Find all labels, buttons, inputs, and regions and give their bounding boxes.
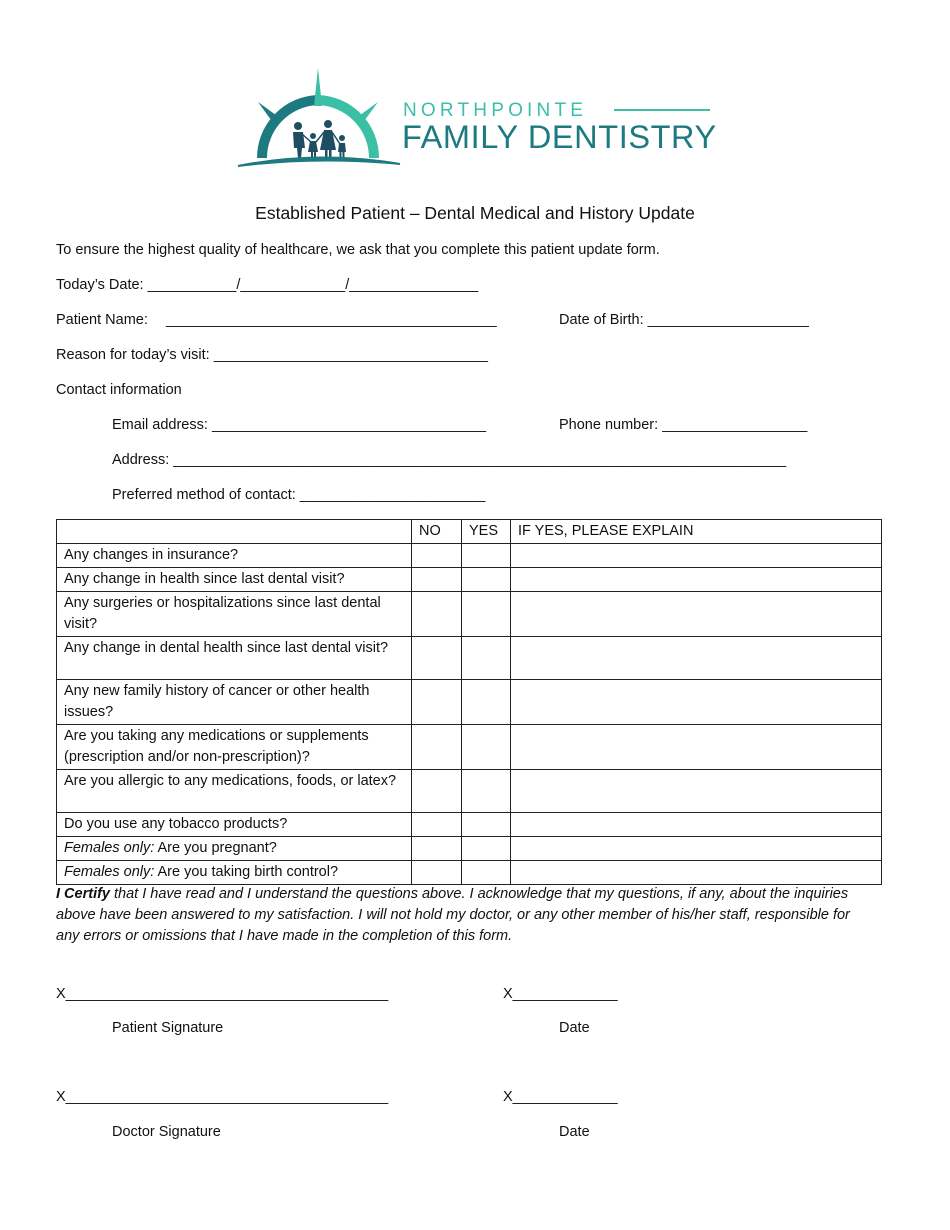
yes-cell[interactable] [462, 592, 511, 637]
phone-label: Phone number: [559, 417, 663, 433]
patient-name-label: Patient Name: [56, 312, 148, 328]
preferred-contact-label: Preferred method of contact: [112, 487, 300, 503]
question-cell [57, 637, 412, 680]
todays-date-blank[interactable]: ___________/_____________/________________ [147, 277, 479, 293]
explain-cell[interactable] [511, 637, 882, 680]
reason-blank[interactable]: __________________________________ [213, 347, 488, 363]
preferred-contact-blank[interactable]: _______________________ [299, 487, 486, 503]
header-explain: IF YES, PLEASE EXPLAIN [511, 520, 882, 544]
question-text: Any new family history of cancer or other health issues? [64, 683, 370, 720]
doctor-signature-label: Doctor Signature [112, 1124, 221, 1140]
certify-lead: I Certify [56, 886, 110, 902]
no-cell[interactable] [412, 568, 462, 592]
yes-cell[interactable] [462, 770, 511, 813]
table-row [57, 837, 882, 861]
date-of-birth-label: Date of Birth: [559, 312, 648, 328]
question-cell [57, 592, 412, 637]
reason-field[interactable] [56, 346, 488, 364]
intro-text: To ensure the highest quality of healthcare, we ask that you complete this patient update form. [56, 242, 660, 258]
no-cell[interactable] [412, 592, 462, 637]
question-cell [57, 725, 412, 770]
yes-cell[interactable] [462, 813, 511, 837]
yes-cell[interactable] [462, 837, 511, 861]
table-row [57, 592, 882, 637]
yes-cell[interactable] [462, 680, 511, 725]
explain-cell[interactable] [511, 837, 882, 861]
yes-cell[interactable] [462, 544, 511, 568]
address-blank[interactable]: ____________________________________________________________________________ [173, 452, 787, 468]
table-row [57, 637, 882, 680]
no-cell[interactable] [412, 725, 462, 770]
table-row [57, 861, 882, 885]
certification-statement [56, 884, 856, 947]
question-cell [57, 837, 412, 861]
question-text: Are you taking birth control? [154, 864, 339, 880]
form-title: Established Patient – Dental Medical and History Update [255, 203, 695, 223]
explain-cell[interactable] [511, 544, 882, 568]
question-text: Do you use any tobacco products? [64, 816, 288, 832]
no-cell[interactable] [412, 813, 462, 837]
patient-signature-line[interactable]: X________________________________________ [56, 986, 389, 1002]
address-label: Address: [112, 452, 174, 468]
date-of-birth-field[interactable] [559, 311, 809, 329]
email-label: Email address: [112, 417, 212, 433]
header-no: NO [412, 520, 462, 544]
table-row [57, 680, 882, 725]
question-text: Any change in health since last dental visit? [64, 571, 345, 587]
patient-signature-label: Patient Signature [112, 1020, 224, 1036]
certify-body: that I have read and I understand the questions above. I acknowledge that my questions, if any, about the inquiries above have been answered to my satisfaction. I will not hold my doctor, or any other member of his/her staff, responsible for any errors or omissions that I have made in the completion of this form. [56, 886, 850, 944]
no-cell[interactable] [412, 837, 462, 861]
no-cell[interactable] [412, 544, 462, 568]
explain-cell[interactable] [511, 813, 882, 837]
yes-cell[interactable] [462, 725, 511, 770]
question-qualifier: Females only: [64, 840, 155, 856]
yes-cell[interactable] [462, 861, 511, 885]
preferred-contact-field[interactable] [112, 486, 485, 504]
brand-name-top: NORTHPOINTE [403, 100, 588, 121]
date-of-birth-blank[interactable]: ____________________ [647, 312, 809, 328]
logo-mark-icon [236, 66, 402, 170]
email-field[interactable] [112, 416, 486, 434]
question-text: Are you taking any medications or supplements (prescription and/or non-prescription)? [64, 728, 369, 765]
question-cell [57, 680, 412, 725]
doctor-date-line[interactable]: X_____________ [503, 1089, 618, 1105]
table-row [57, 725, 882, 770]
question-cell [57, 770, 412, 813]
reason-label: Reason for today’s visit: [56, 347, 214, 363]
phone-field[interactable] [559, 416, 807, 434]
question-text: Any surgeries or hospitalizations since last dental visit? [64, 595, 381, 632]
phone-blank[interactable]: __________________ [662, 417, 808, 433]
question-text: Any changes in insurance? [64, 547, 239, 563]
no-cell[interactable] [412, 637, 462, 680]
no-cell[interactable] [412, 680, 462, 725]
no-cell[interactable] [412, 770, 462, 813]
explain-cell[interactable] [511, 770, 882, 813]
explain-cell[interactable] [511, 861, 882, 885]
question-text: Are you pregnant? [154, 840, 277, 856]
header-yes: YES [462, 520, 511, 544]
email-blank[interactable]: __________________________________ [211, 417, 487, 433]
header-question [57, 520, 412, 544]
explain-cell[interactable] [511, 568, 882, 592]
question-cell [57, 813, 412, 837]
question-qualifier: Females only: [64, 864, 155, 880]
patient-date-line[interactable]: X_____________ [503, 986, 618, 1002]
explain-cell[interactable] [511, 592, 882, 637]
brand-rule [614, 109, 710, 111]
question-cell [57, 568, 412, 592]
table-row [57, 544, 882, 568]
contact-heading: Contact information [56, 382, 182, 398]
patient-name-blank[interactable]: _________________________________________ [166, 312, 497, 328]
address-field[interactable] [112, 451, 786, 469]
patient-date-label: Date [559, 1020, 590, 1036]
todays-date-label: Today’s Date: [56, 277, 148, 293]
question-cell [57, 861, 412, 885]
question-text: Any change in dental health since last dental visit? [64, 640, 389, 656]
doctor-signature-line[interactable]: X________________________________________ [56, 1089, 389, 1105]
todays-date-field[interactable] [56, 276, 478, 294]
question-cell [57, 544, 412, 568]
explain-cell[interactable] [511, 680, 882, 725]
health-questions-table [56, 519, 882, 885]
no-cell[interactable] [412, 861, 462, 885]
table-row [57, 813, 882, 837]
doctor-date-label: Date [559, 1124, 590, 1140]
question-text: Are you allergic to any medications, foods, or latex? [64, 773, 397, 789]
table-row [57, 770, 882, 813]
yes-cell[interactable] [462, 637, 511, 680]
brand-name-main: FAMILY DENTISTRY [402, 119, 717, 155]
yes-cell[interactable] [462, 568, 511, 592]
explain-cell[interactable] [511, 725, 882, 770]
table-header-row [57, 520, 882, 544]
table-row [57, 568, 882, 592]
